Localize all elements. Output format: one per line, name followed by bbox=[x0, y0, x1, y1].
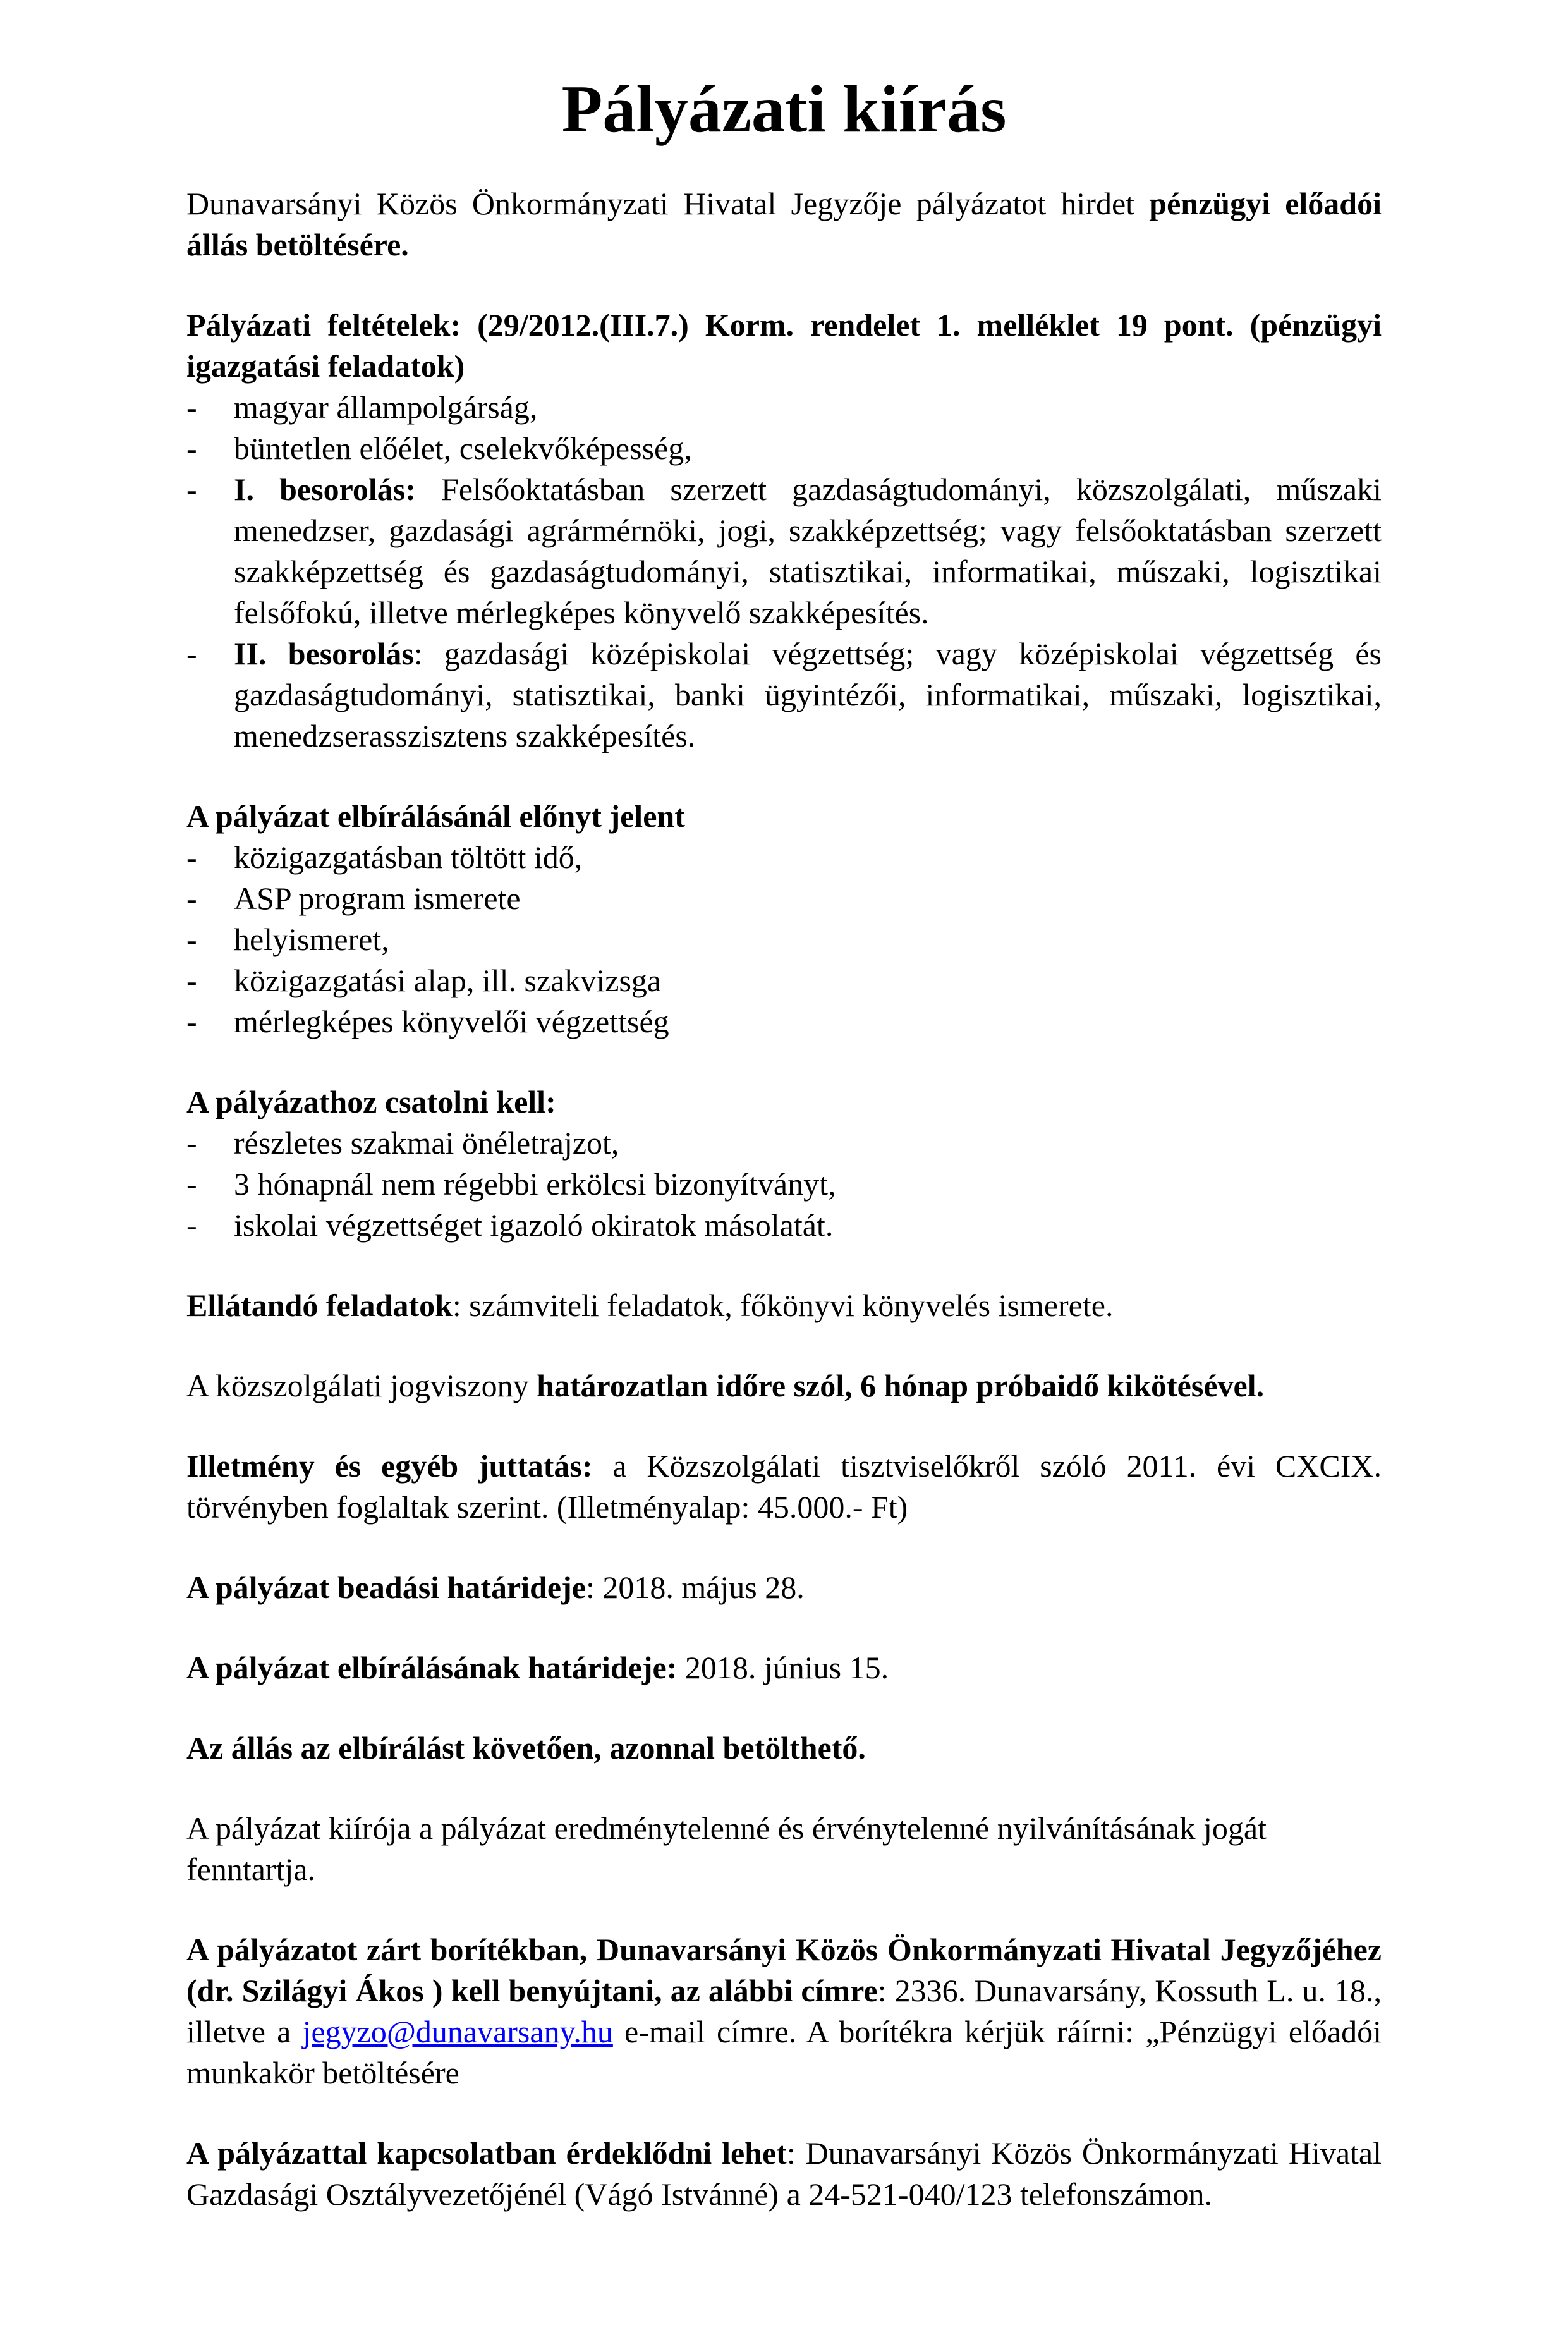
submission-text-1: : 2336. Dunavarsány, Kossuth L. u. 18., illetve a bbox=[186, 1972, 1382, 2049]
list-marker: - bbox=[186, 1125, 197, 1161]
list-item bbox=[186, 1164, 1382, 1205]
list-item-text: 3 hónapnál nem régebbi erkölcsi bizonyítványt, bbox=[234, 1166, 836, 1202]
list-item-text: iskolai végzettséget igazoló okiratok másolatát. bbox=[234, 1207, 834, 1243]
list-item bbox=[186, 1001, 1382, 1042]
list-marker: - bbox=[186, 1166, 197, 1202]
evaluation-deadline-text: 2018. június 15. bbox=[677, 1649, 889, 1685]
intro-paragraph bbox=[186, 183, 1382, 265]
conditions-list bbox=[186, 387, 1382, 757]
list-item bbox=[186, 837, 1382, 878]
list-item-text: büntetlen előélet, cselekvőképesség, bbox=[234, 430, 692, 466]
position-start-paragraph: Az állás az elbírálást követően, azonnal betölthető. bbox=[186, 1729, 866, 1766]
attachments-list bbox=[186, 1123, 1382, 1246]
salary-paragraph bbox=[186, 1446, 1382, 1528]
list-item-text: I. besorolás: Felsőoktatásban szerzett gazdaságtudományi, közszolgálati, műszaki menedzser, gazdasági agrármérnöki, jogi, szakképzettség; vagy felsőoktatásban szerzett szakképzettség és gazdaságtudományi, statisztikai, informatikai, műszaki, logisztikai felsőfokú, illetve mérlegképes könyvelő szakképesítés. bbox=[234, 471, 1382, 630]
intro-bold-text: pénzügyi előadói állás betöltésére. bbox=[186, 185, 1382, 262]
list-item bbox=[186, 1123, 1382, 1164]
list-item-text: II. besorolás: gazdasági középiskolai végzettség; vagy középiskolai végzettség és gazdaságtudományi, statisztikai, banki ügyintézői, informatikai, műszaki, logisztikai, menedzserasszisztens szakképesítés. bbox=[234, 635, 1382, 753]
advantages-heading: A pályázat elbírálásánál előnyt jelent bbox=[186, 798, 685, 834]
list-item bbox=[186, 960, 1382, 1001]
list-marker: - bbox=[186, 921, 197, 957]
list-marker: - bbox=[186, 389, 197, 425]
list-marker: - bbox=[186, 880, 197, 916]
list-item bbox=[186, 428, 1382, 469]
tasks-text: : számviteli feladatok, főkönyvi könyvelés ismerete. bbox=[452, 1287, 1114, 1323]
contact-text: : Dunavarsányi Közös Önkormányzati Hivatal Gazdasági Osztályvezetőjénél (Vágó Istvánné) a 24-521-040/123 telefonszámon. bbox=[186, 2135, 1382, 2212]
advantages-list bbox=[186, 837, 1382, 1042]
evaluation-deadline-bold-text: A pályázat elbírálásának határideje: bbox=[186, 1649, 678, 1685]
list-item bbox=[186, 878, 1382, 919]
email-link[interactable]: jegyzo@dunavarsany.hu bbox=[302, 2013, 613, 2049]
conditions-heading: Pályázati feltételek: (29/2012.(III.7.) Korm. rendelet 1. melléklet 19 pont. (pénzügyi igazgatási feladatok) bbox=[186, 307, 1382, 384]
legal-relation-bold-text: határozatlan időre szól, 6 hónap próbaidő kikötésével. bbox=[537, 1367, 1265, 1403]
list-marker: - bbox=[186, 430, 197, 466]
intro-text: Dunavarsányi Közös Önkormányzati Hivatal Jegyzője pályázatot hirdet bbox=[186, 185, 1150, 221]
list-item-text: mérlegképes könyvelői végzettség bbox=[234, 1003, 669, 1039]
list-marker: - bbox=[186, 1003, 197, 1039]
submission-deadline-paragraph bbox=[186, 1567, 1382, 1608]
evaluation-deadline-paragraph bbox=[186, 1647, 1382, 1688]
document-title: Pályázati kiírás bbox=[561, 72, 1007, 146]
submission-bold-text: A pályázatot zárt borítékban, Dunavarsányi Közös Önkormányzati Hivatal Jegyzőjéhez (dr. Szilágyi Ákos ) kell benyújtani, az alábbi címre bbox=[186, 1931, 1382, 2008]
list-item-text: ASP program ismerete bbox=[234, 880, 521, 916]
salary-bold-text: Illetmény és egyéb juttatás: bbox=[186, 1448, 593, 1484]
tasks-bold-text: Ellátandó feladatok bbox=[186, 1287, 453, 1323]
legal-relation-paragraph bbox=[186, 1365, 1382, 1406]
list-marker: - bbox=[186, 1207, 197, 1243]
list-item-text: helyismeret, bbox=[234, 921, 389, 957]
contact-paragraph bbox=[186, 2133, 1382, 2215]
list-marker: - bbox=[186, 471, 197, 507]
contact-bold-text: A pályázattal kapcsolatban érdeklődni lehet bbox=[186, 2135, 787, 2171]
submission-deadline-bold-text: A pályázat beadási határideje bbox=[186, 1569, 586, 1605]
list-item-text: közigazgatási alap, ill. szakvizsga bbox=[234, 962, 662, 998]
list-item bbox=[186, 1205, 1382, 1246]
list-item bbox=[186, 633, 1382, 757]
legal-relation-text: A közszolgálati jogviszony bbox=[186, 1367, 537, 1403]
list-marker: - bbox=[186, 635, 197, 671]
submission-deadline-text: : 2018. május 28. bbox=[585, 1569, 805, 1605]
salary-text: a Közszolgálati tisztviselőkről szóló 2011. évi CXCIX. törvényben foglaltak szerint. (Illetményalap: 45.000.- Ft) bbox=[186, 1448, 1382, 1525]
list-marker: - bbox=[186, 962, 197, 998]
list-item bbox=[186, 387, 1382, 428]
list-marker: - bbox=[186, 839, 197, 875]
list-item-text: közigazgatásban töltött idő, bbox=[234, 839, 583, 875]
tasks-paragraph bbox=[186, 1285, 1382, 1326]
list-item-text: magyar állampolgárság, bbox=[234, 389, 538, 425]
attachments-heading: A pályázathoz csatolni kell: bbox=[186, 1083, 556, 1119]
list-item-text: részletes szakmai önéletrajzot, bbox=[234, 1125, 619, 1161]
list-item bbox=[186, 469, 1382, 633]
list-item bbox=[186, 919, 1382, 960]
submission-text-2: e-mail címre. A borítékra kérjük ráírni: „Pénzügyi előadói munkakör betöltésére bbox=[186, 2013, 1382, 2090]
reservation-paragraph: A pályázat kiírója a pályázat eredménytelenné és érvénytelenné nyilvánításának jogát fenntartja. bbox=[186, 1810, 1267, 1887]
submission-paragraph bbox=[186, 1929, 1382, 2094]
